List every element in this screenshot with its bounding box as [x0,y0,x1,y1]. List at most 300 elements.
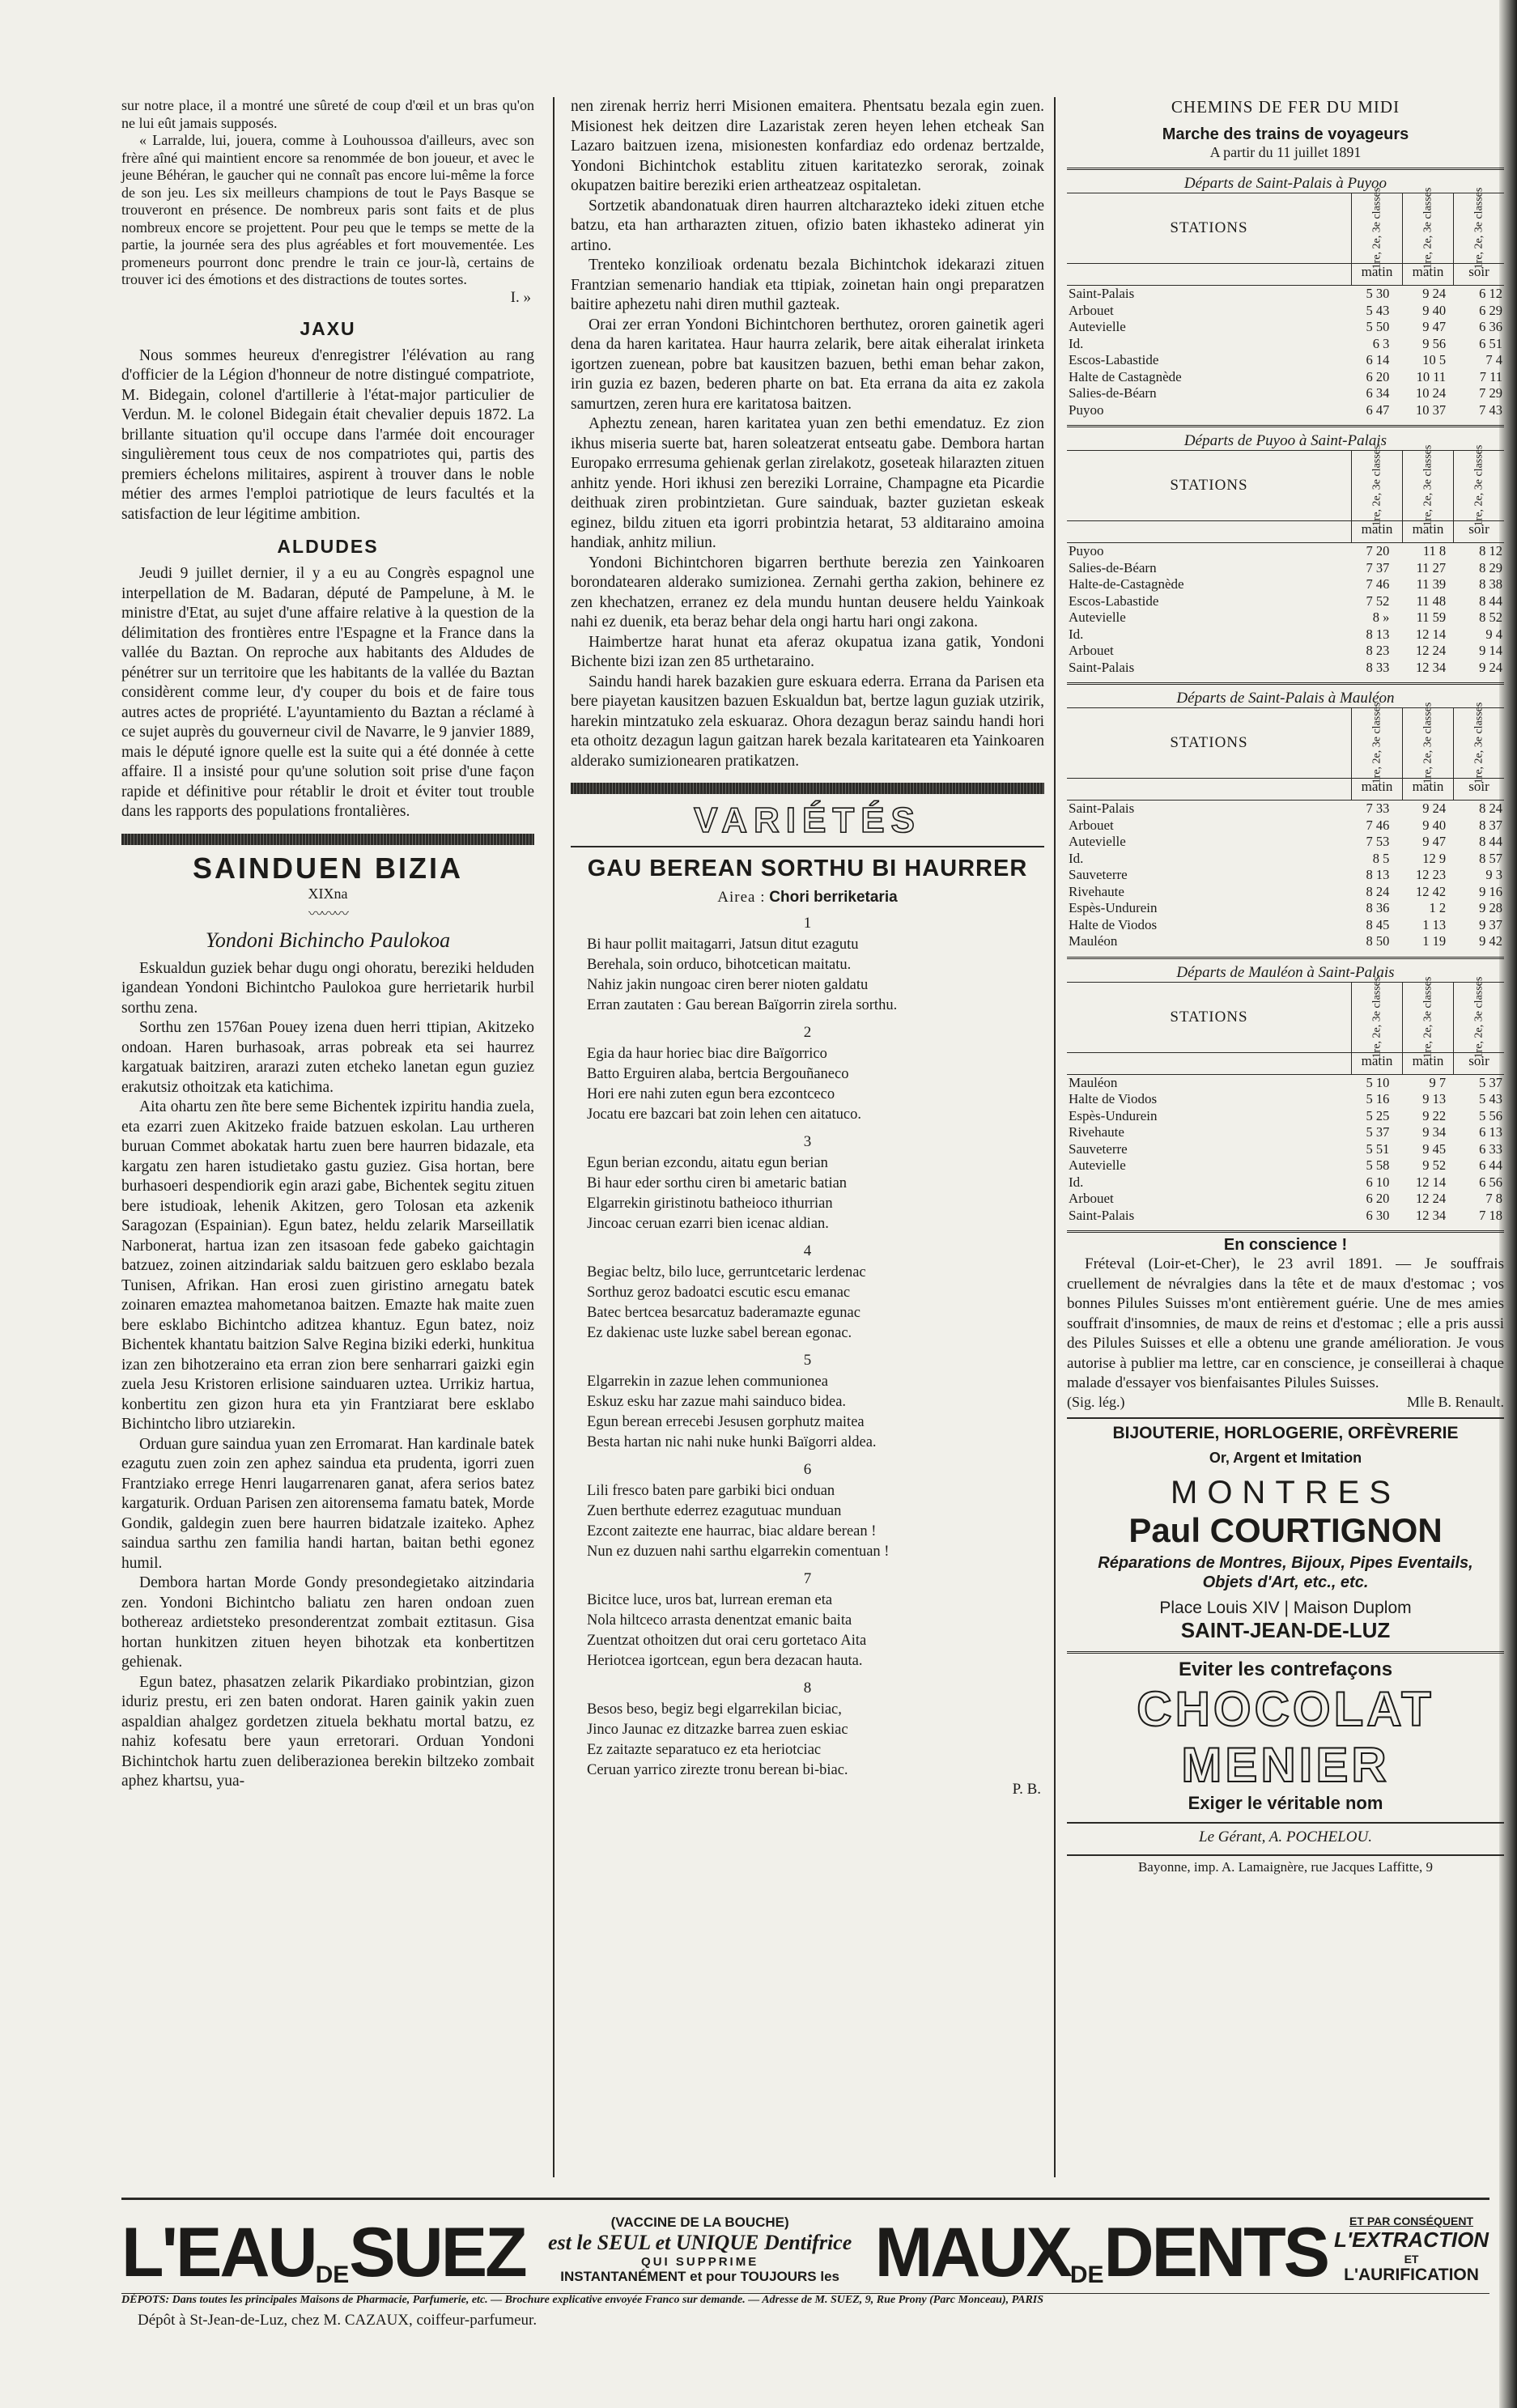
station-name: Salies-de-Béarn [1069,385,1157,401]
de-label: DE [1069,2261,1104,2288]
departure-time: 9 28 [1479,900,1502,915]
timetable-row [1067,867,1504,884]
timetable-row [1067,402,1504,419]
departure-time: 6 10 [1366,1174,1390,1190]
station-name: Sauveterre [1069,1140,1128,1157]
departure-time: 12 34 [1416,1207,1447,1223]
sainduen-paragraph: Egun batez, phasatzen zelarik Pikardiako probintzian, gizon iduriz prestu, eri zen baten ondorat. Haren gainik yakin zuen aspaldian ahalgez gordetzen zituela bekhatu mortal batzu, ez nahiz kofesatu bere yaun erretorari. Orduan Yondoni Bichintchok hartu zuen deliberazionea berekin biltzeko zombait aphez khartsu, yua- [121,1673,534,1790]
intro-paragraph: « Larralde, lui, jouera, comme à Louhoussoa d'ailleurs, avec son frère aîné qui maintient encore sa renommée de bon joueur, et avec le jeune Béhéran, le gaucher qui ne connaît pas encore lui-même la force de son jeu. Les six meilleurs champions de tout le Pays Basque se trouveront en présence. De nombreux paris sont faits et de plus nombreux encore se projettent. Pour peu que le temps se mette de la partie, la journée sera des plus agréables et fort mouvementée. Les promeneurs pourront donc prendre le train ce jour-là, certains de trouver ici des émotions et des distractions de toutes sortes. [121,132,534,287]
departure-time: 6 29 [1479,302,1502,318]
departure-time: 6 13 [1479,1124,1502,1140]
stanza-line: Zuentzat othoitzen dut orai ceru gortetaco Aita [587,1633,867,1649]
stanza-number: 2 [803,1024,812,1041]
timetable-row [1067,543,1504,560]
period-label: soir [1468,1052,1489,1068]
article-paragraph: Sortzetik abandonatuak diren haurren altcharazteko ideki zituen etche batzu, eta han artharazten zituen, ofizio baten ikhasteko adinerat yin artino. [571,197,1044,254]
divider [571,846,1044,847]
stanza-line: Batto Erguiren alaba, bertcia Bergouñaneco [587,1066,849,1082]
jaxu-text: Nous sommes heureux d'enregistrer l'élévation au rang d'officier de la Légion d'honneur de notre distingué compatriote, M. Bidegain, colonel d'artillerie à l'état-major particulier de Verdun. M. le colonel Bidegain était chevalier depuis 1872. La brillante situation qu'il occupe dans l'armée doit encourager singulièrement tous ceux de nos compatriotes qui, partis des premiers échelons militaires, aspirent à trouver dans le noble métier des armes l'emploi patriotique de leurs facultés et la satisfaction de leur légitime ambition. [121,346,534,523]
departure-time: 7 8 [1485,1191,1502,1206]
departure-time: 12 24 [1416,643,1447,658]
timetable-row [1067,1174,1504,1191]
departure-time: 7 53 [1366,834,1390,849]
station-name: Espès-Undurein [1069,900,1158,915]
departure-time: 10 37 [1416,401,1447,418]
stanza-line: Batec bertcea besarcatuz baderamazte egunac [587,1305,860,1321]
departure-time: 7 33 [1366,801,1390,816]
footer-advertisement [121,2198,1489,2334]
courtignon-name: Paul COURTIGNON [1128,1510,1443,1549]
station-name: Puyoo [1069,401,1104,418]
departure-time: 8 44 [1479,592,1502,609]
section-bar [571,783,1044,794]
departure-time: 8 57 [1479,850,1502,866]
timetable-row [1067,1191,1504,1208]
period-label: matin [1403,521,1454,542]
station-name: Saint-Palais [1069,1207,1135,1223]
timetable-row [1067,560,1504,577]
period-label: matin [1403,1053,1454,1074]
stanza-line: Bi haur pollit maitagarri, Jatsun ditut ezagutu [587,936,859,953]
departure-time: 9 37 [1479,916,1502,932]
article-paragraph: Yondoni Bichintchoren bigarren berthute berezia zen Yainkoaren borondatearen alderako sumizionea. Zernahi gertha zakion, behinere ez zen khechatzen, erranez ez dela mundu huntan deusere heldu Yainkoak nahi ez duenik, eta beraz behar dela ongi hartu hari ongi zakona. [571,554,1044,631]
station-name: Espès-Undurein [1069,1107,1158,1123]
class-header [1403,702,1454,784]
conscience-text: Fréteval (Loir-et-Cher), le 23 avril 1891. — Je souffrais cruellement de névralgies dans la tête et de maux d'estomac ; vos bonnes Pilules Suisses m'ont entièrement guérie. Une de mes amies souffrait d'insomnies, de maux de reins et d'estomac ; elle a pris aussi des Pilules Suisses et elle a obtenu une grande amélioration. Je vous autorise à publier ma lettre, car en conscience, je conseillerai à chaque malade d'essayer vos bienfaisantes Pilules Suisses. [1067,1255,1504,1391]
stanza-number: 1 [803,915,812,932]
timetable-subheader [1067,1053,1504,1075]
departure-time: 9 47 [1422,319,1447,334]
departure-time: 7 46 [1366,576,1390,592]
class-label: 1re, 2e, 3e classes [1421,187,1434,270]
class-header [1454,702,1504,784]
article-paragraph: Saindu handi harek bazakien gure eskuara ederra. Errana da Parisen eta bere piayetan kausitzen bazuen Eskualdun bat, bertze lagun guziak utzirik, harekin mintzatuko zela eskuaraz. Ohora dezagun beraz saindu handi hori eta othoitz dezagun lagun gaitzan harek bezala karitatearen eta Yainkoaren alderako sumizionearen pratikatzen. [571,673,1044,770]
station-name: Arbouet [1069,817,1114,833]
departure-time: 8 24 [1366,883,1390,899]
departure-time: 5 43 [1366,302,1390,318]
conscience-sig-left: (Sig. lég.) [1067,1393,1125,1410]
departure-time: 7 18 [1479,1207,1502,1223]
railway-subtitle: Marche des trains de voyageurs [1162,125,1409,143]
timetable [1067,682,1504,950]
departure-time: 8 36 [1366,900,1390,915]
intro-paragraph: sur notre place, il a montré une sûreté de coup d'œil et un bras qu'on ne lui eût jamais supposés. [121,97,534,131]
menier-label: MENIER [1181,1737,1390,1792]
departure-time: 8 29 [1479,559,1502,575]
poem-stanzas [571,915,1044,1781]
gerant-block [1067,1822,1504,1846]
departure-time: 6 51 [1479,335,1502,351]
departure-time: 9 22 [1422,1107,1447,1123]
timetable-row [1067,626,1504,643]
period-label: matin [1352,1053,1403,1074]
departure-time: 8 50 [1366,933,1390,949]
subheader-blank [1067,1053,1352,1074]
de-label: DE [315,2261,350,2288]
sainduen-number: XIXna [308,885,348,902]
et-text: ET [1404,2253,1419,2266]
stanza-line: Begiac beltz, bilo luce, gerruntcetaric lerdenac [587,1264,866,1280]
stanza-number: 7 [803,1570,812,1587]
class-header [1454,444,1504,527]
stanza-line: Lili fresco baten pare garbiki bici onduan [587,1483,835,1499]
varietes-title: VARIÉTÉS [694,801,921,840]
departure-time: 6 30 [1366,1207,1390,1223]
section-bar [121,834,534,845]
imprimeur-block [1067,1854,1504,1875]
class-header [1352,702,1403,784]
station-name: Arbouet [1069,643,1114,658]
departure-time: 9 40 [1422,302,1447,318]
timetable-row [1067,593,1504,610]
stanza-line: Ez zaitazte separatuco ez eta heriotciac [587,1742,822,1758]
period-label: matin [1352,521,1403,542]
stanza-line: Egia da haur horiec biac dire Baïgorrico [587,1046,827,1062]
departure-time: 6 36 [1479,319,1502,334]
departure-time: 8 23 [1366,643,1390,658]
station-name: Id. [1069,335,1084,351]
station-name: Autevielle [1069,1157,1126,1173]
stanza-line: Ezcont zaitezte ene haurrac, biac aldare berean ! [587,1523,877,1540]
timetable-row [1067,303,1504,320]
timetable-row [1067,1208,1504,1225]
stanza-line: Zuen berthute ederrez ezagutuac munduan [587,1503,842,1519]
place-address: Place Louis XIV | Maison Duplom [1159,1598,1412,1617]
bijouterie-title: BIJOUTERIE, HORLOGERIE, ORFÈVRERIE [1112,1423,1459,1442]
dents-label: DENTS [1103,2214,1328,2291]
departure-time: 7 11 [1479,368,1502,384]
departure-time: 9 45 [1422,1140,1447,1157]
timetable-row [1067,917,1504,934]
station-name: Halte de Viodos [1069,916,1158,932]
departure-time: 9 56 [1422,335,1447,351]
timetable [1067,168,1504,418]
column-1 [121,97,534,1792]
departure-time: 5 30 [1366,286,1390,301]
article-paragraph: Apheztu zenean, haren karitatea yuan zen bethi emendatuz. Ez zion ikhus miseria suerte bat, haren soleatzerat entseatu gabe. Dembora hartan Europako errresuma gehienak gerlan zirelakotz, goseteak hilarazten zituen anhitz yende. Hori ikhusi zen bereziki Lorraine, Champagne eta Picardie deithuak ziren probintzietan. Gure sainduak, bazter guzietan eskeak eginez, bildu zituen eta igorri probintzia hetarat, 53 alditaraino amoina handiak, anhitz miliun. [571,415,1044,551]
departure-time: 9 4 [1485,626,1502,642]
departure-time: 9 52 [1422,1157,1447,1173]
stanza-line: Erran zautaten : Gau berean Baïgorrin zirela sorthu. [587,997,898,1013]
gerant-text: Le Gérant, A. POCHELOU. [1199,1828,1372,1845]
period-label: matin [1403,779,1454,800]
station-name: Sauveterre [1069,867,1128,882]
extraction-text: L'EXTRACTION [1334,2228,1489,2252]
class-label: 1re, 2e, 3e classes [1472,187,1485,270]
bijouterie-ad [1067,1417,1504,1643]
departure-time: 11 27 [1416,559,1447,575]
timetable-title: Départs de Saint-Palais à Mauléon [1067,682,1504,707]
departure-time: 8 5 [1372,850,1390,866]
sainduen-paragraph: Sorthu zen 1576an Pouey izena duen herri ttipian, Akitzeko ondoan. Haren burhasoak, arras pobreak eta sei haurrez kargatuak baitziren, ararazi zuten etcheko lanetan egun guziez erakutsiz othoitzak eta katichima. [121,1019,534,1096]
conscience-sig-right: Mlle B. Renault. [1407,1393,1504,1410]
timetable-header [1067,444,1504,527]
departure-time: 6 47 [1366,401,1390,418]
class-label: 1re, 2e, 3e classes [1370,702,1383,784]
departure-time: 9 16 [1479,883,1502,899]
departure-time: 11 8 [1422,543,1447,558]
class-header [1352,976,1403,1058]
maux-label: MAUX [874,2214,1070,2291]
eau-label: L'EAU [121,2214,316,2291]
station-name: Saint-Palais [1069,659,1135,675]
saint-jean-de-luz: SAINT-JEAN-DE-LUZ [1180,1617,1391,1642]
timetable-header [1067,976,1504,1058]
period-label: soir [1468,521,1489,537]
departure-time: 8 13 [1366,626,1390,642]
departure-time: 8 24 [1479,801,1502,816]
station-name: Id. [1069,850,1084,866]
period-label: matin [1352,779,1403,800]
period-label: matin [1352,264,1403,285]
departure-time: 1 19 [1422,933,1447,949]
sainduen-paragraph: Dembora hartan Morde Gondy presondegietako aitzindaria zen. Yondoni Bichintcho baliatu zen haren ondoan zuen bothereaz ardietsteko presonderentzat zombait eztitasun. Gisa hortan hunkitzen zituen heyen bihotzak eta konbertitzen gehienak. [121,1574,534,1671]
stanza-line: Bicitce luce, uros bat, lurrean ereman eta [587,1592,833,1608]
class-label: 1re, 2e, 3e classes [1370,187,1383,270]
station-name: Mauléon [1069,933,1118,949]
timetable-row [1067,336,1504,353]
stations-header: STATIONS [1067,451,1352,520]
stanza-line: Eskuz esku har zazue mahi sainduco bidea. [587,1394,847,1410]
bijouterie-subtitle: Or, Argent et Imitation [1209,1449,1362,1466]
stanza-line: Jincoac ceruan ezarri bien icenac aldian. [587,1216,829,1232]
stanza-line: Besos beso, begiz begi elgarrekilan biciac, [587,1701,842,1718]
departure-time: 11 48 [1416,592,1447,609]
departure-time: 6 56 [1479,1174,1502,1190]
departure-time: 8 37 [1479,817,1502,833]
departure-time: 12 34 [1416,659,1447,675]
stanza-line: Elgarrekin in zazue lehen communionea [587,1374,828,1390]
timetable-row [1067,369,1504,386]
departure-time: 9 24 [1422,801,1447,816]
stanza-line: Egun berian ezcondu, aitatu egun berian [587,1155,828,1171]
station-name: Id. [1069,626,1084,642]
departure-time: 12 9 [1422,850,1447,866]
timetable-rows [1067,801,1504,950]
stanza-line: Nun ez duzuen nahi sarthu elgarrekin comentuan ! [587,1544,890,1560]
period-label: matin [1403,264,1454,285]
departure-time: 9 14 [1479,643,1502,658]
footer-middle [530,2215,870,2285]
timetable-row [1067,660,1504,677]
station-name: Halte de Viodos [1069,1091,1158,1106]
departure-time: 9 34 [1422,1124,1447,1140]
departure-time: 6 12 [1479,286,1502,301]
departure-time: 8 » [1372,609,1390,625]
timetable-rows [1067,1075,1504,1225]
stanza-line: Heriotcea igortcean, egun bera dezacan hauta. [587,1653,863,1669]
timetable [1067,425,1504,676]
vaccine-text: (VACCINE DE LA BOUCHE) [610,2215,789,2230]
period-label: soir [1468,264,1489,279]
timetable-rows [1067,543,1504,676]
station-name: Arbouet [1069,302,1114,318]
poem-title: GAU BEREAN SORTHU BI HAURRER [587,856,1028,881]
instantanement-text: INSTANTANÉMENT et pour TOUJOURS les [560,2269,839,2284]
stanza-line: Nahiz jakin nungoac ciren berer nioten galdatu [587,977,869,993]
chocolat-ad [1067,1651,1504,1814]
station-name: Puyoo [1069,543,1104,558]
timetable-row [1067,286,1504,303]
timetable-row [1067,1157,1504,1174]
class-header [1403,187,1454,270]
timetables [1067,168,1504,1224]
timetable [1067,957,1504,1225]
station-name: Rivehaute [1069,1124,1124,1140]
departure-time: 11 39 [1416,576,1447,592]
depot-local-text: Dépôt à St-Jean-de-Luz, chez M. CAZAUX, coiffeur-parfumeur. [138,2312,538,2329]
stations-header: STATIONS [1067,983,1352,1052]
departure-time: 9 7 [1429,1074,1447,1090]
class-label: 1re, 2e, 3e classes [1472,976,1485,1058]
class-header [1352,187,1403,270]
departure-time: 10 11 [1416,368,1447,384]
montres-label: MONTRES [1171,1474,1400,1510]
station-name: Autevielle [1069,319,1126,334]
station-name: Salies-de-Béarn [1069,559,1157,575]
class-header [1454,976,1504,1058]
departure-time: 8 33 [1366,659,1390,675]
stanza-line: Jinco Jaunac ez ditzazke barrea zuen eskiac [587,1722,848,1738]
timetable-row [1067,801,1504,818]
station-name: Rivehaute [1069,883,1124,899]
stanza-line: Berehala, soin orduco, bihotcetican maitatu. [587,957,852,973]
conscience-signature [1067,1394,1504,1411]
departure-time: 12 14 [1416,626,1447,642]
departure-time: 6 34 [1366,385,1390,401]
sainduen-paragraph: Aita ohartu zen ñte bere seme Bichentek izpiritu handia zuela, eta ezarri zuen Akitzeko fraide batzuen eskolan. Lau urtheren buruan Commet abokatak hartu zuen bere haurren bidazale, eta kargatu zen haren istudietako gastu guziez. Gisa hortan, bere burhasoeri despendiorik egin arazi gabe, Bichentek segitu zituen bere istudioak, lehenik Akitzen, gero Tolosan eta azkenik Saragozan (Espainian). Egun batez, heldu zelarik Marseillatik Narbonerat, hartua izan zen itsasoan fede gabeko gaichtagin batzuez, zoinen aitzindariak saldu baitzuen gero esklabo bezala Tunisen, Afrikan. Han erosi zuen giristino arnegatu batek zoinaren emaztea mahometanoa baitzen. Emazte hak maite zuen bere esklabo Bichintcho aditzea khantuz. Egun batez, noiz Bichentek khantatu baitzion Salve Regina biziki ederki, hunkitua izan zen bihotzeraino eta erran zion bere senharrari gaizki egin zuela Jesu Kristoren erlisione sainduaren uztea. Urrikiz hartua, konbertitu zen gizon hura eta yin Frantziarat bere esklabo Bichintcho libro utziarekin. [121,1098,534,1433]
article-paragraph: nen zirenak herriz herri Misionen emaitera. Phentsatu bezala egin zuen. Misionest hek deitzen dire Lazaristak zeren heyen lehen etcheak San Lazaro baitzuen izena, misionesten konfardiaz edo ordenaz bertzalde, Yondoni Bichintchok establitu zituen karitatezko serorak, zoinak okupatzen baitire bereziki erien artheatzeaz ospitaletan. [571,98,1044,194]
timetable-row [1067,1108,1504,1125]
stanza-line: Hori ere nahi zuten egun bera ezcontceco [587,1086,835,1102]
departure-time: 9 47 [1422,834,1447,849]
intro-signature: I. » [510,288,531,306]
departure-time: 6 20 [1366,1191,1390,1206]
departure-time: 9 3 [1485,867,1502,882]
departure-time: 7 29 [1479,385,1502,401]
departure-time: 6 44 [1479,1157,1502,1173]
timetable-row [1067,319,1504,336]
aldudes-heading: ALDUDES [277,536,379,557]
timetable-title: Départs de Puyoo à Saint-Palais [1067,425,1504,450]
timetable-row [1067,818,1504,835]
class-label: 1re, 2e, 3e classes [1370,976,1383,1058]
class-label: 1re, 2e, 3e classes [1472,702,1485,784]
departure-time: 9 24 [1422,286,1447,301]
subheader-blank [1067,779,1352,800]
stanza-number: 3 [803,1133,812,1150]
departure-time: 6 14 [1366,352,1390,367]
sainduen-paragraph: Eskualdun guziek behar dugu ongi ohoratu, bereziki helduden igandean Yondoni Bichintcho Paulokoa gure herrietarik hurbil sorthu zena. [121,959,534,1017]
departure-time: 12 24 [1416,1191,1447,1206]
timetable-title: Départs de Mauléon à Saint-Palais [1067,957,1504,982]
departure-time: 12 42 [1416,883,1447,899]
stanza-line: Jocatu ere bazcari bat zoin lehen cen aitatuco. [587,1106,861,1123]
departure-time: 7 52 [1366,592,1390,609]
timetable-row [1067,900,1504,917]
departure-time: 7 37 [1366,559,1390,575]
departure-time: 9 13 [1422,1091,1447,1106]
poem-air-name: Chori berriketaria [769,889,898,906]
stanza-number: 6 [803,1461,812,1478]
timetable-subheader [1067,521,1504,543]
poem-air [571,889,1044,907]
departure-time: 1 13 [1422,916,1447,932]
timetable-header [1067,187,1504,270]
reparations-text: Réparations de Montres, Bijoux, Pipes Eventails, Objets d'Art, etc., etc. [1098,1553,1473,1591]
class-label: 1re, 2e, 3e classes [1472,444,1485,527]
class-header [1403,976,1454,1058]
supprime-text: QUI SUPPRIME [641,2255,759,2269]
sainduen-paragraph: Orduan gure saindua yuan zen Erromarat. Han kardinale batek ezagutu zuen zoin zen aphez saindua eta prudenta, igorri zuen Frantziako errege Henri laugarrenaren ganat, afera serios batez kargaturik. Orduan Parisen zen aitorensema famatu batek, Morde Gondik, galdegin zuen bere haurren bidatzale izaiteko. Aphez saindua sarthu zen familia handi hartan, baitan bethi egonez humil. [121,1435,534,1572]
suez-label: SUEZ [349,2214,525,2291]
station-name: Saint-Palais [1069,286,1135,301]
eviter-text: Eviter les contrefaçons [1178,1658,1393,1680]
class-header [1403,444,1454,527]
timetable-row [1067,1075,1504,1092]
departure-time: 6 33 [1479,1140,1502,1157]
stanza-line: Ez dakienac uste luzke sabel berean egonac. [587,1325,852,1341]
station-name: Mauléon [1069,1074,1118,1090]
station-name: Escos-Labastide [1069,352,1159,367]
aurification-text: L'AURIFICATION [1344,2266,1479,2284]
departure-time: 5 25 [1366,1107,1390,1123]
departure-time: 12 14 [1416,1174,1447,1190]
station-name: Arbouet [1069,1191,1114,1206]
timetable-row [1067,1141,1504,1158]
yondoni-title: Yondoni Bichincho Paulokoa [205,928,451,952]
timetable-header [1067,702,1504,784]
conscience-ad [1067,1230,1504,1411]
departure-time: 12 23 [1416,867,1447,882]
article-paragraph: Orai zer erran Yondoni Bichintchoren berthutez, ororen gainetik ageri dena da haren karitatea. Haur haurra zelarik, bere aitak eiheralat irinketa igortzen zuenean, pobre bat kausitzen bazuen, bethi eman behar zakon, irin guzia ez bazen, bederen pharte on bat. Eta errana da aita ez zakola samurtzen, zeren hura ere karitatosa baitzen. [571,316,1044,413]
railway-title: CHEMINS DE FER DU MIDI [1171,97,1400,117]
departure-time: 5 58 [1366,1157,1390,1173]
exiger-text: Exiger le véritable nom [1188,1792,1383,1813]
timetable-subheader [1067,779,1504,801]
seul-unique-text: est le SEUL et UNIQUE Dentifrice [547,2231,852,2254]
imprimeur-text: Bayonne, imp. A. Lamaignère, rue Jacques Laffitte, 9 [1137,1858,1434,1875]
departure-time: 8 38 [1479,576,1502,592]
chocolat-label: CHOCOLAT [1137,1681,1434,1736]
article-paragraph: Trenteko konzilioak ordenatu bezala Bichintchok idekarazi zituen Frantzian semenario handiak eta ttipiak, zoinetan hain ongi preparatzen baitire aphezetu nahi diren muthil gazteak. [571,257,1044,313]
stanza-number: 8 [803,1680,812,1697]
aldudes-text: Jeudi 9 juillet dernier, il y a eu au Congrès espagnol une interpellation de M. Badaran, député de Pampelune, à M. le ministre d'Etat, au sujet d'une affaire relative à la question de la délimitation des frontières entre l'Espagne et la France dans la vallée du Baztan. On reproche aux habitants des Aldudes de pénétrer sur un territoire que les habitants de la vallée du Baztan considèrent comme leur, d'y couper du bois et de faire tous autres actes de propriété. L'ayuntamiento du Baztan a réclamé à ce sujet auprès du gouverneur civil de Navarre, le 9 janvier 1889, mais le député ignore quelle est la suite qui a été donnée à cette affaire. Il a insisté pour qu'une solution soit prise d'une façon rapide et définitive pour rétablir le droit et éviter tout trouble dans les rapports des populations frontalières. [121,565,534,820]
subheader-blank [1067,264,1352,285]
departure-time: 5 37 [1479,1074,1502,1090]
jaxu-heading: JAXU [300,317,356,339]
departure-time: 7 43 [1479,401,1502,418]
departure-time: 5 51 [1366,1140,1390,1157]
station-name: Saint-Palais [1069,801,1135,816]
ornament-wave: 〰〰〰 [308,905,347,922]
class-label: 1re, 2e, 3e classes [1370,444,1383,527]
railway-date: A partir du 11 juillet 1891 [1209,144,1362,160]
column-rule-2 [1054,97,1056,2177]
departure-time: 7 46 [1366,817,1390,833]
stanza-line: Egun berean errecebi Jesusen gorphutz maitea [587,1414,865,1430]
stanza-line: Sorthuz geroz badoatci escutic escu emanac [587,1285,851,1301]
poem-signature: P. B. [1012,1781,1041,1798]
timetable-title: Départs de Saint-Palais à Puyoo [1067,168,1504,193]
departure-time: 8 45 [1366,916,1390,932]
stanza-number: 5 [803,1352,812,1369]
timetable-row [1067,933,1504,950]
et-par-consequent: ET PAR CONSÉQUENT [1349,2215,1474,2228]
departure-time: 8 12 [1479,543,1502,558]
column-2 [571,97,1044,1799]
article-paragraph: Haimbertze harat hunat eta aferaz okupatua izana gatik, Yondoni Bichente bizi izan zen 85 urthetaraino. [571,633,1044,670]
